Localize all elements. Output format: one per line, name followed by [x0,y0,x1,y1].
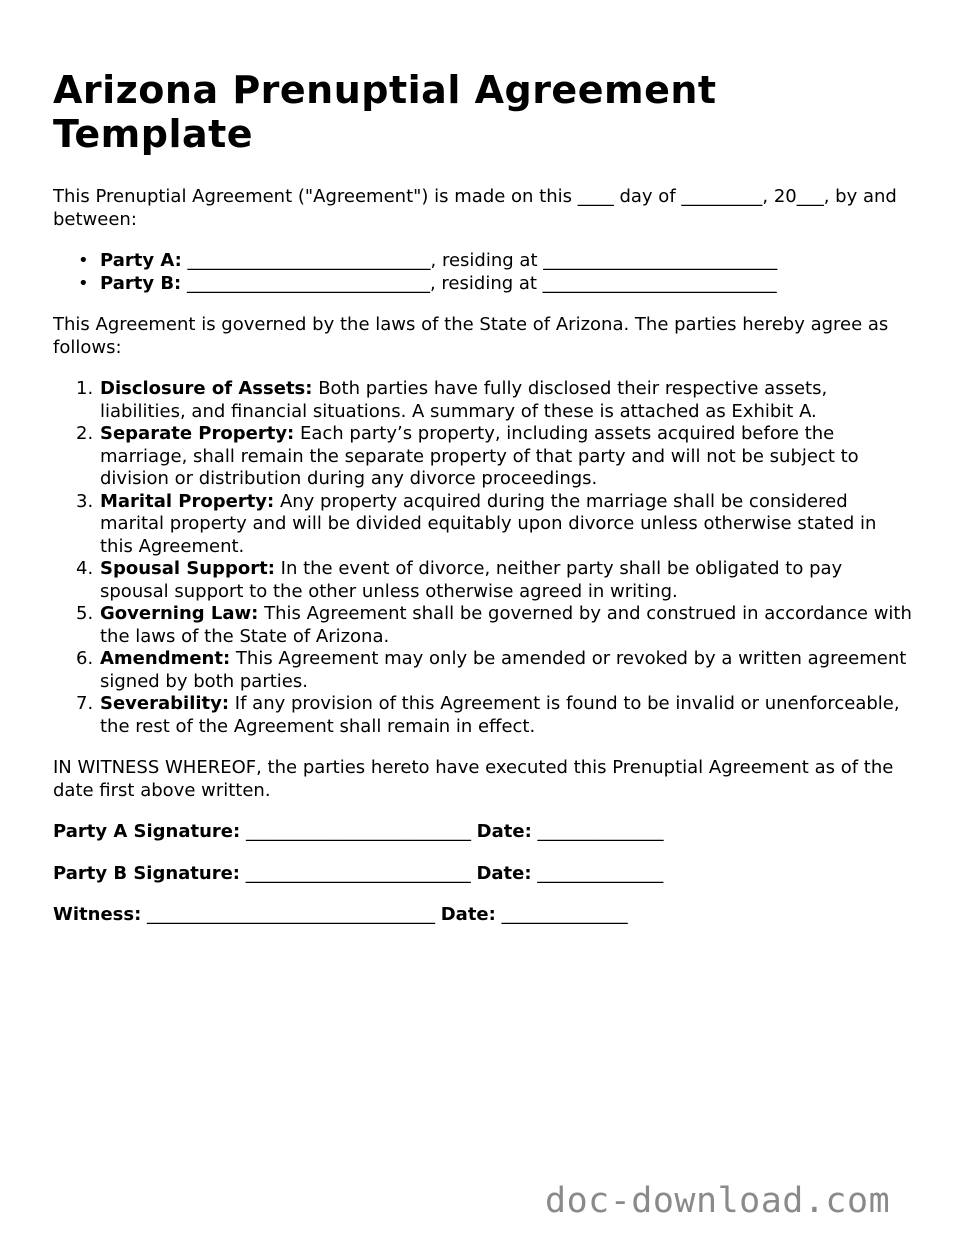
term-number: 5. [76,603,94,624]
term-heading: Separate Property: [100,423,295,444]
term-number: 2. [76,423,94,444]
party-label: Party A: [100,250,182,271]
date-label: Date: [440,904,496,925]
term-text: Both parties have fully disclosed their respective assets, liabilities, and financial situations. A summary of these is attached as Exhibit A. [100,378,828,422]
term-text: Each party’s property, including assets acquired before the marriage, shall remain the separate property of that party and will not be subject to division or distribution during any divorce proceedings. [100,423,859,489]
term-heading: Marital Property: [100,490,275,512]
bullet-icon: • [78,272,89,294]
party-item-b [78,272,913,296]
party-blank: ___________________________, residing at __________________________ [181,272,777,294]
term-item [76,378,913,423]
term-heading: Spousal Support: [100,558,275,579]
term-heading: Severability: [100,693,230,714]
term-item [76,603,913,648]
watermark: doc-download.com [545,1181,891,1221]
signature-line-witness [53,904,913,927]
terms-list [53,378,913,738]
date-blank: ______________ [495,904,628,925]
term-item [76,423,913,491]
date-blank: ______________ [531,862,664,884]
party-label: Party B: [100,272,182,294]
term-item [76,490,913,559]
party-item-a [78,250,913,273]
term-number: 3. [76,490,94,512]
bullet-icon: • [78,250,89,271]
intro-paragraph: This Prenuptial Agreement ("Agreement") is made on this ____ day of _________, 20___, by and between: [53,186,897,230]
term-text: If any provision of this Agreement is found to be invalid or unenforceable, the rest of the Agreement shall remain in effect. [100,693,900,737]
term-heading: Amendment: [100,648,231,669]
party-list [53,250,913,295]
term-number: 6. [76,648,94,669]
date-blank: ______________ [531,821,664,842]
term-number: 4. [76,558,94,579]
signature-line-party-b [53,863,913,886]
term-text: This Agreement shall be governed by and construed in accordance with the laws of the State of Arizona. [100,603,912,647]
signature-blank: _________________________ [240,862,477,884]
term-number: 1. [76,378,94,399]
governing-paragraph: This Agreement is governed by the laws of the State of Arizona. The parties hereby agree as follows: [53,314,889,358]
term-heading: Governing Law: [100,603,259,624]
term-heading: Disclosure of Assets: [100,378,313,399]
term-text: Any property acquired during the marriage shall be considered marital property and will be divided equitably upon divorce unless otherwise stated in this Agreement. [100,490,877,557]
date-label: Date: [476,821,532,842]
signature-label: Party B Signature: [53,862,241,884]
signature-blank: ________________________________ [141,904,441,925]
signature-label: Party A Signature: [53,821,241,842]
signature-blank: _________________________ [240,821,477,842]
term-item [76,558,913,603]
document-page [53,68,913,946]
party-blank: ___________________________, residing at __________________________ [181,250,778,271]
term-text: This Agreement may only be amended or revoked by a written agreement signed by both parties. [100,648,907,692]
witness-paragraph: IN WITNESS WHEREOF, the parties hereto have executed this Prenuptial Agreement as of the date first above written. [53,757,894,801]
page-title: Arizona Prenuptial Agreement Template [53,68,717,156]
signature-label: Witness: [53,904,142,925]
term-text: In the event of divorce, neither party shall be obligated to pay spousal support to the other unless otherwise agreed in writing. [100,558,843,602]
date-label: Date: [476,862,532,884]
term-number: 7. [76,693,94,714]
signature-line-party-a [53,821,913,844]
term-item [76,693,913,738]
term-item [76,648,913,693]
